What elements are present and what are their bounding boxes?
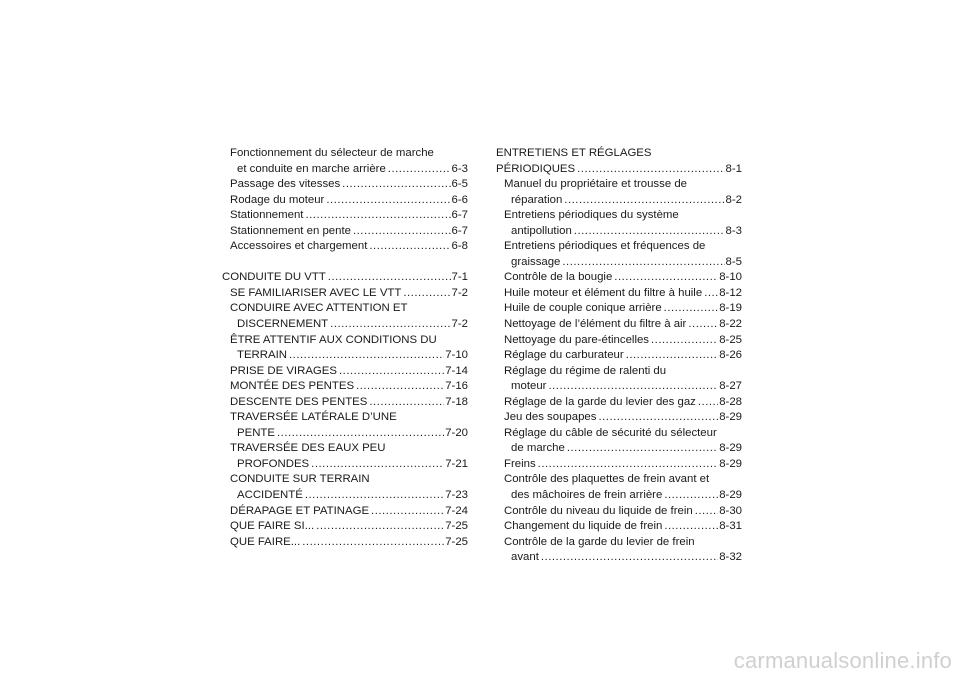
toc-dot-leader	[664, 301, 719, 317]
toc-dot-leader	[704, 286, 718, 302]
toc-dot-leader	[330, 317, 450, 333]
toc-page-number: 7-18	[445, 395, 468, 408]
toc-entry-title: Manuel du propriétaire et trousse de	[504, 178, 687, 191]
toc-page-number: 8-25	[719, 333, 742, 346]
toc-entry-title: Réglage de la garde du levier des gaz	[504, 395, 696, 408]
toc-entry-title: Stationnement	[230, 209, 304, 222]
toc-dot-leader	[316, 519, 444, 535]
toc-entry-title: ACCIDENTÉ	[237, 489, 303, 502]
toc-entry[interactable]	[496, 301, 742, 317]
toc-entry[interactable]	[496, 519, 742, 535]
toc-entry[interactable]	[222, 348, 468, 364]
toc-dot-leader	[356, 379, 444, 395]
toc-dot-leader	[302, 535, 444, 551]
toc-entry[interactable]	[496, 255, 742, 271]
toc-dot-leader	[564, 193, 724, 209]
toc-left-column	[222, 146, 468, 550]
watermark: carmanualsonline.info	[733, 648, 952, 673]
toc-page-number: 8-26	[719, 349, 742, 362]
toc-entry-title: PENTE	[237, 426, 275, 439]
toc-page-number: 7-25	[445, 520, 468, 533]
toc-page-number: 6-8	[451, 240, 468, 253]
toc-entry-title: PRISE DE VIRAGES	[230, 364, 337, 377]
toc-page-number: 7-24	[445, 504, 468, 517]
toc-entry-title: Accessoires et chargement	[230, 240, 368, 253]
toc-entry-title: avant	[511, 551, 539, 564]
toc-entry-title: Changement du liquide de frein	[504, 520, 663, 533]
toc-page-number: 8-29	[719, 442, 742, 455]
toc-entry[interactable]	[496, 441, 742, 457]
toc-entry-title: CONDUITE SUR TERRAIN	[230, 473, 370, 486]
toc-dot-leader	[598, 410, 718, 426]
toc-entry-title: Fonctionnement du sélecteur de marche	[230, 147, 434, 159]
toc-entry[interactable]	[222, 162, 468, 178]
toc-dot-leader	[562, 255, 724, 271]
toc-entry-title: CONDUITE DU VTT	[222, 271, 326, 284]
toc-dot-leader	[698, 395, 718, 411]
toc-entry-title: Entretiens périodiques et fréquences de	[504, 240, 706, 253]
toc-entry-title: et conduite en marche arrière	[237, 162, 386, 175]
toc-page-number: 7-21	[445, 457, 468, 470]
toc-page-number: 8-27	[719, 380, 742, 393]
toc-dot-leader	[326, 193, 450, 209]
toc-page-number: 7-14	[445, 364, 468, 377]
toc-entry[interactable]	[222, 286, 468, 302]
toc-entry[interactable]	[222, 193, 468, 209]
toc-entry[interactable]	[496, 379, 742, 395]
toc-page-number: 7-2	[451, 318, 468, 331]
toc-entry[interactable]	[496, 426, 742, 442]
toc-entry-title: réparation	[511, 193, 563, 206]
toc-entry[interactable]	[496, 317, 742, 333]
toc-dot-leader	[339, 364, 444, 380]
toc-entry-title: Contrôle de la garde du levier de frein	[504, 535, 695, 548]
toc-entry[interactable]	[496, 535, 742, 551]
toc-entry[interactable]	[222, 426, 468, 442]
toc-page-number: 8-32	[719, 551, 742, 564]
toc-page-number: 6-5	[451, 178, 468, 191]
toc-dot-leader	[369, 395, 444, 411]
toc-page-number: 7-20	[445, 426, 468, 439]
toc-entry-title: MONTÉE DES PENTES	[230, 380, 355, 393]
toc-entry[interactable]	[496, 333, 742, 349]
toc-entry[interactable]	[222, 146, 468, 162]
toc-page-number: 7-23	[445, 489, 468, 502]
toc-entry-title: Jeu des soupapes	[504, 411, 597, 424]
toc-entry-title: Stationnement en pente	[230, 224, 351, 237]
toc-entry-title: Contrôle du niveau du liquide de frein	[504, 504, 693, 517]
toc-dot-leader	[388, 162, 451, 178]
toc-entry-title: DISCERNEMENT	[237, 318, 329, 331]
toc-dot-leader	[305, 488, 444, 504]
toc-spacer	[222, 255, 468, 271]
toc-entry-title: de marche	[511, 442, 565, 455]
toc-entry-title: TRAVERSÉE LATÉRALE D’UNE	[230, 411, 397, 424]
toc-page-number: 8-3	[725, 224, 742, 237]
toc-entry[interactable]	[222, 364, 468, 380]
toc-dot-leader	[305, 208, 450, 224]
toc-dot-leader	[688, 317, 718, 333]
toc-entry[interactable]	[222, 270, 468, 286]
toc-page-number: 6-3	[451, 162, 468, 175]
toc-dot-leader	[574, 224, 725, 240]
toc-page-number: 6-6	[451, 193, 468, 206]
toc-page-number: 7-1	[451, 271, 468, 284]
toc-dot-leader	[664, 519, 718, 535]
toc-entry-title: Rodage du moteur	[230, 193, 325, 206]
toc-dot-leader	[353, 224, 451, 240]
toc-entry[interactable]	[222, 379, 468, 395]
toc-entry[interactable]	[496, 286, 742, 302]
toc-page-number: 6-7	[451, 224, 468, 237]
toc-entry-title: antipollution	[511, 224, 572, 237]
toc-entry-title: Contrôle des plaquettes de frein avant et	[504, 473, 710, 486]
toc-entry[interactable]	[222, 441, 468, 457]
toc-entry-title: Entretiens périodiques du système	[504, 209, 679, 222]
toc-entry-title: Réglage du régime de ralenti du	[504, 364, 667, 377]
toc-page-number: 8-30	[719, 504, 742, 517]
toc-entry[interactable]	[222, 504, 468, 520]
toc-dot-leader	[369, 239, 450, 255]
toc-page-number: 8-19	[719, 302, 742, 315]
toc-page-number: 8-29	[719, 457, 742, 470]
toc-entry-title: TRAVERSÉE DES EAUX PEU	[230, 442, 386, 455]
toc-page-number: 8-2	[725, 193, 742, 206]
toc-entry[interactable]	[496, 395, 742, 411]
toc-entry-title: CONDUIRE AVEC ATTENTION ET	[230, 302, 408, 315]
toc-dot-leader	[311, 457, 444, 473]
toc-entry-title: PROFONDES	[237, 457, 310, 470]
toc-entry[interactable]	[496, 410, 742, 426]
toc-entry-title: Réglage du câble de sécurité du sélecteur	[504, 426, 717, 439]
toc-entry-title: Réglage du carburateur	[504, 349, 624, 362]
toc-entry-title: ÊTRE ATTENTIF AUX CONDITIONS DU	[230, 333, 437, 346]
toc-entry-title: PÉRIODIQUES	[496, 162, 576, 175]
toc-entry-title: ENTRETIENS ET RÉGLAGES	[496, 147, 652, 159]
toc-entry[interactable]	[222, 410, 468, 426]
toc-dot-leader	[328, 270, 451, 286]
toc-dot-leader	[664, 488, 718, 504]
toc-entry-title: moteur	[511, 380, 547, 393]
toc-dot-leader	[548, 379, 718, 395]
toc-page-number: 8-29	[719, 411, 742, 424]
toc-entry[interactable]	[496, 488, 742, 504]
toc-entry[interactable]	[222, 535, 468, 551]
toc-entry[interactable]	[222, 488, 468, 504]
toc-dot-leader	[541, 550, 718, 566]
toc-entry[interactable]	[496, 208, 742, 224]
toc-entry-title: DESCENTE DES PENTES	[230, 395, 368, 408]
toc-page-number: 7-10	[445, 349, 468, 362]
toc-page-number: 8-1	[725, 162, 742, 175]
toc-entry[interactable]	[496, 177, 742, 193]
toc-entry-title: Huile moteur et élément du filtre à huile	[504, 286, 703, 299]
toc-page-number: 7-2	[451, 286, 468, 299]
toc-entry[interactable]	[222, 208, 468, 224]
toc-dot-leader	[651, 333, 718, 349]
toc-page-number: 8-12	[719, 286, 742, 299]
toc-dot-leader	[371, 504, 444, 520]
toc-dot-leader	[567, 441, 718, 457]
toc-entry[interactable]	[496, 504, 742, 520]
toc-entry[interactable]	[496, 146, 742, 162]
toc-entry[interactable]	[222, 177, 468, 193]
toc-entry[interactable]	[496, 162, 742, 178]
toc-entry[interactable]	[496, 457, 742, 473]
toc-entry-title: Nettoyage du pare-étincelles	[504, 333, 650, 346]
toc-entry-title: Contrôle de la bougie	[504, 271, 613, 284]
toc-entry[interactable]	[222, 457, 468, 473]
toc-entry-title: Freins	[504, 457, 536, 470]
toc-entry-title: des mâchoires de frein arrière	[511, 489, 663, 502]
toc-entry[interactable]	[496, 193, 742, 209]
toc-dot-leader	[577, 162, 724, 178]
toc-right-column	[496, 146, 742, 566]
toc-entry[interactable]	[222, 519, 468, 535]
toc-entry[interactable]	[496, 550, 742, 566]
toc-entry-title: TERRAIN	[237, 349, 287, 362]
toc-entry-title: QUE FAIRE...	[230, 535, 301, 548]
toc-dot-leader	[538, 457, 719, 473]
toc-entry[interactable]	[222, 333, 468, 349]
toc-entry[interactable]	[222, 301, 468, 317]
toc-entry[interactable]	[496, 270, 742, 286]
toc-entry[interactable]	[222, 317, 468, 333]
toc-page-number: 8-28	[719, 395, 742, 408]
toc-entry[interactable]	[496, 472, 742, 488]
toc-entry-title: Nettoyage de l’élément du filtre à air	[504, 318, 687, 331]
toc-entry-title: Huile de couple conique arrière	[504, 302, 662, 315]
toc-entry[interactable]	[222, 239, 468, 255]
toc-dot-leader	[626, 348, 719, 364]
toc-entry[interactable]	[496, 224, 742, 240]
toc-dot-leader	[277, 426, 444, 442]
toc-page-number: 6-7	[451, 209, 468, 222]
toc-dot-leader	[289, 348, 444, 364]
toc-page-number: 8-5	[725, 255, 742, 268]
toc-entry[interactable]	[496, 348, 742, 364]
toc-page-number: 8-31	[719, 520, 742, 533]
toc-entry-title: DÉRAPAGE ET PATINAGE	[230, 504, 370, 517]
toc-entry[interactable]	[222, 395, 468, 411]
toc-dot-leader	[695, 504, 718, 520]
toc-page-number: 7-16	[445, 380, 468, 393]
toc-page-number: 8-10	[719, 271, 742, 284]
toc-page-number: 7-25	[445, 535, 468, 548]
toc-entry[interactable]	[222, 472, 468, 488]
toc-entry-title: QUE FAIRE SI...	[230, 520, 315, 533]
toc-entry-title: graissage	[511, 255, 561, 268]
toc-entry-title: Passage des vitesses	[230, 178, 341, 191]
toc-entry[interactable]	[222, 224, 468, 240]
toc-page-number: 8-29	[719, 489, 742, 502]
toc-dot-leader	[403, 286, 450, 302]
toc-entry[interactable]	[496, 364, 742, 380]
toc-entry[interactable]	[496, 239, 742, 255]
toc-dot-leader	[614, 270, 718, 286]
toc-dot-leader	[342, 177, 450, 193]
toc-page-number: 8-22	[719, 318, 742, 331]
toc-entry-title: SE FAMILIARISER AVEC LE VTT	[230, 286, 402, 299]
